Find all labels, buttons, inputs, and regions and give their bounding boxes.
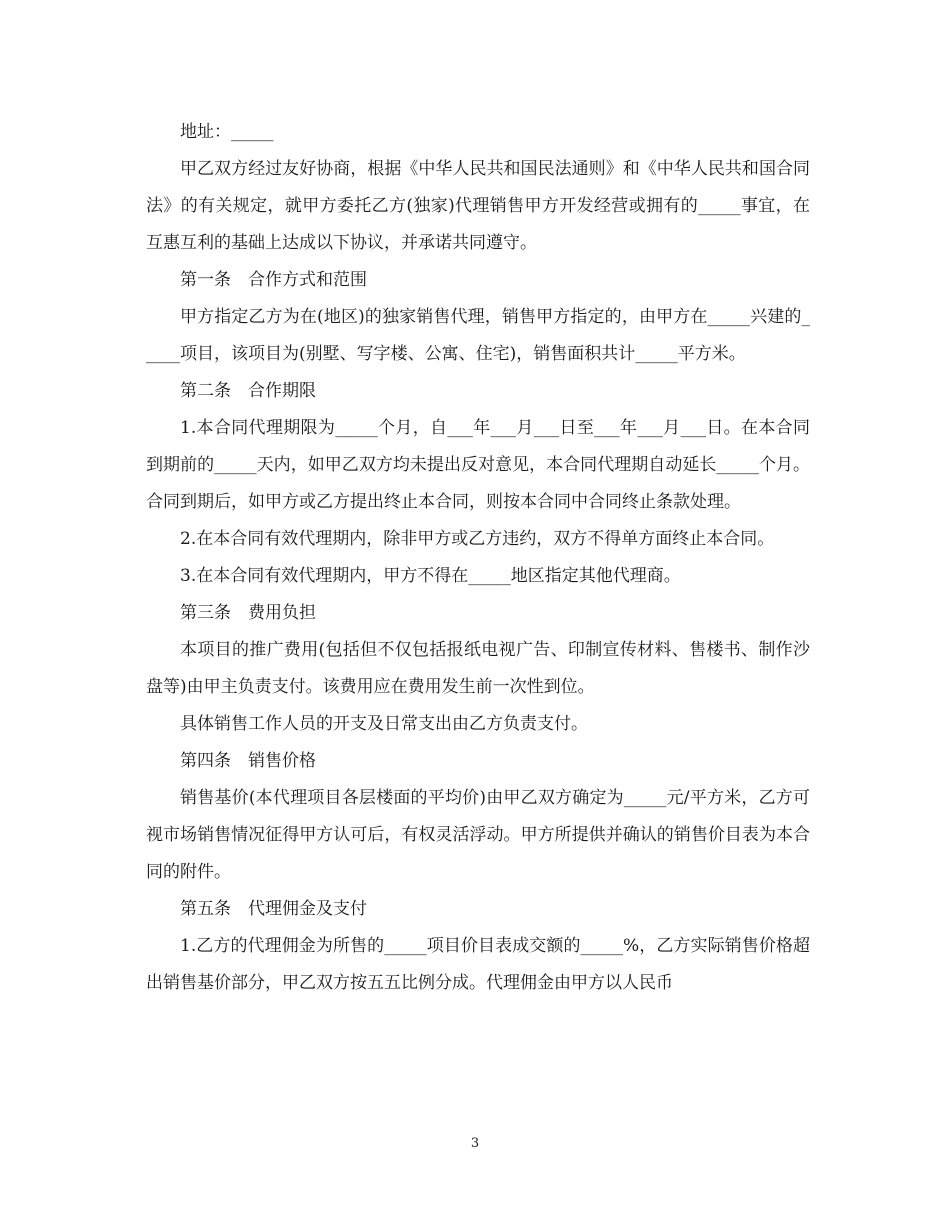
- article-4-paragraph: 销售基价(本代理项目各层楼面的平均价)由甲乙双方确定为_____元/平方米，乙方可视市场销售情况征得甲方认可后，有权灵活浮动。甲方所提供并确认的销售价目表为本合同的附件。: [146, 788, 810, 882]
- article-5-heading: 第五条 代理佣金及支付: [180, 899, 367, 919]
- article-1-heading: 第一条 合作方式和范围: [180, 270, 367, 290]
- article-5-clause-1: 1.乙方的代理佣金为所售的_____项目价目表成交额的_____%，乙方实际销售价格超出销售基价部分，甲乙双方按五五比例分成。代理佣金由甲方以人民币: [146, 936, 810, 993]
- address-line: 地址：_____: [180, 122, 274, 142]
- preamble-paragraph: 甲乙双方经过友好协商，根据《中华人民共和国民法通则》和《中华人民共和国合同法》的有关规定，就甲方委托乙方(独家)代理销售甲方开发经营或拥有的_____事宜，在互惠互利的基础上达成以下协议，并承诺共同遵守。: [146, 159, 810, 253]
- page-number: 3: [470, 1136, 480, 1151]
- article-3-heading: 第三条 费用负担: [180, 603, 316, 623]
- article-2-clause-2: 2.在本合同有效代理期内，除非甲方或乙方违约，双方不得单方面终止本合同。: [180, 529, 775, 549]
- article-2-clause-3: 3.在本合同有效代理期内，甲方不得在_____地区指定其他代理商。: [180, 566, 681, 586]
- article-4-heading: 第四条 销售价格: [180, 751, 316, 771]
- article-2-heading: 第二条 合作期限: [180, 381, 316, 401]
- document-body: [146, 114, 810, 1002]
- article-3-paragraph-2: 具体销售工作人员的开支及日常支出由乙方负责支付。: [180, 714, 588, 734]
- article-1-paragraph: 甲方指定乙方为在(地区)的独家销售代理，销售甲方指定的，由甲方在_____兴建的_____项目，该项目为(别墅、写字楼、公寓、住宅)，销售面积共计_____平方米。: [146, 307, 810, 364]
- article-2-clause-1: 1.本合同代理期限为_____个月，自___年___月___日至___年___月___日。在本合同到期前的_____天内，如甲乙双方均未提出反对意见，本合同代理期自动延长_____个月。合同到期后，如甲方或乙方提出终止本合同，则按本合同中合同终止条款处理。: [146, 418, 810, 512]
- article-3-paragraph-1: 本项目的推广费用(包括但不仅包括报纸电视广告、印制宣传材料、售楼书、制作沙盘等)由甲主负责支付。该费用应在费用发生前一次性到位。: [146, 640, 810, 697]
